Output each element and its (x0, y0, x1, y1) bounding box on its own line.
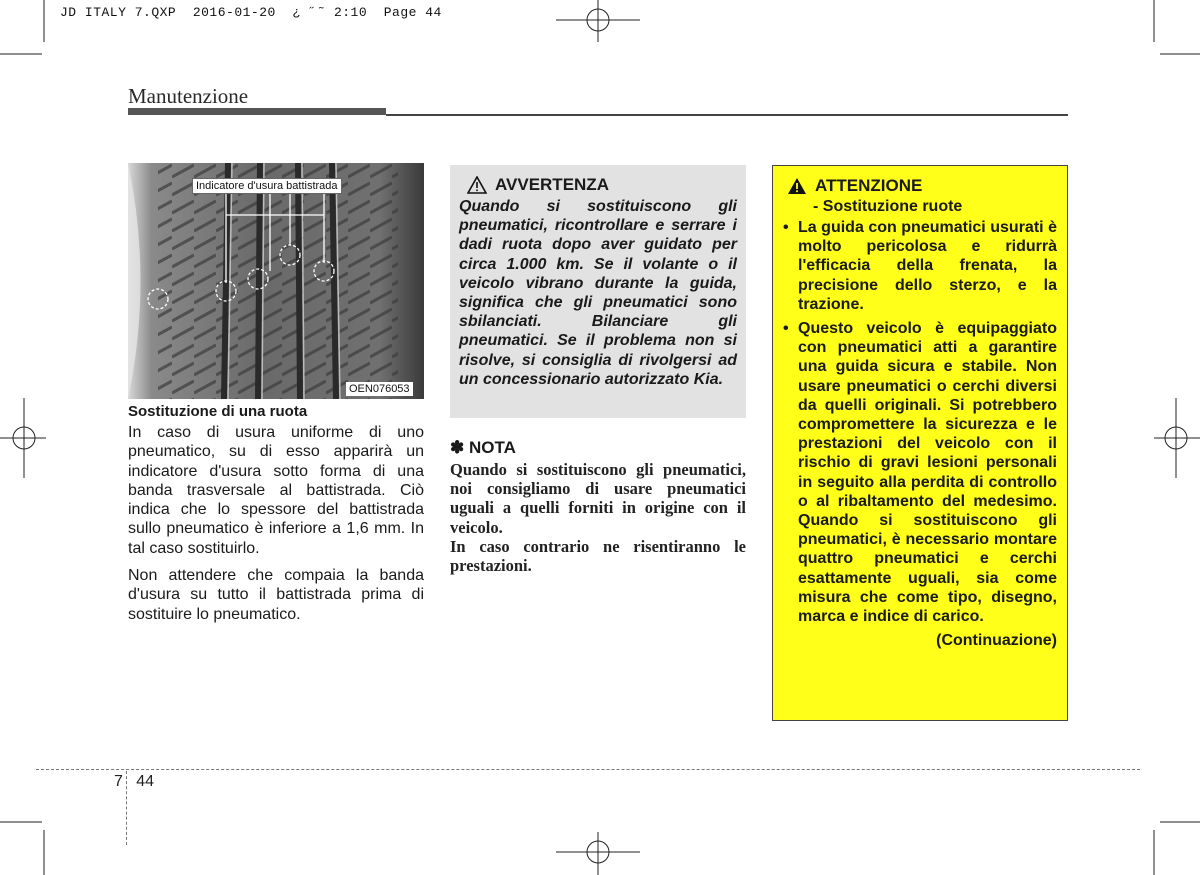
body-paragraph: Non attendere che compaia la banda d'usura su tutto il battistrada prima di sostituire lo pneumatico. (128, 567, 424, 623)
body-paragraph: In caso di usura uniforme di uno pneumatico, su di esso apparirà un indicatore d'usura sotto forma di una banda trasversale al battistrada. Ciò indica che lo spessore del battistrada sullo pneumatico è inferiore a 1,6 mm. In tal caso sostituirlo. (128, 424, 424, 557)
header-rule-thick (128, 108, 386, 115)
note-paragraph: In caso contrario ne risentiranno le prestazioni. (450, 536, 746, 576)
caution-box (772, 165, 1068, 721)
section-title: Manutenzione (128, 84, 249, 108)
chapter-number: 7 (114, 773, 123, 790)
warning-text: Quando si sostituiscono gli pneumatici, ricontrollare e serrare i dadi ruota dopo aver guidato per circa 1.000 km. Se il volante o il veicolo vibrano durante la guida, significa che gli pneumatici sono sbilanciati. Bilanciare gli pneumatici. Se il problema non si risolve, si consiglia di rivolgersi ad un concessionario autorizzato Kia. (459, 198, 737, 388)
footer-dashed-rule (36, 769, 1140, 770)
caution-list (783, 218, 1057, 626)
bullet-mark: • (783, 320, 789, 338)
note-title: ✽ NOTA (450, 438, 516, 457)
page-number (114, 773, 154, 791)
print-slug: JD ITALY 7.QXP 2016-01-20 ¿ ˝˜ 2:10 Page 44 (60, 5, 442, 20)
warning-title: AVVERTENZA (495, 175, 609, 194)
warning-heading (467, 175, 737, 195)
warning-triangle-icon (467, 176, 487, 194)
tire-tread-illustration (128, 163, 424, 399)
caution-item (783, 218, 1057, 314)
section-heading: Sostituzione di una ruota (128, 403, 308, 420)
tread-indicator-callout: Indicatore d'usura battistrada (192, 178, 342, 194)
note-paragraph: Quando si sostituiscono gli pneumatici, noi consigliamo di usare pneumatici uguali a quelli forniti in origine con il veicolo. (450, 460, 746, 537)
bullet-mark: • (783, 219, 789, 236)
caution-heading (787, 176, 1057, 196)
tire-replacement-section (128, 403, 424, 632)
caution-item-text: La guida con pneumatici usurati è molto pericolosa e ridurrà l'efficacia della frenata, la precisione dello sterzo, e la trazione. (798, 219, 1057, 313)
caution-title: ATTENZIONE (815, 176, 923, 195)
page-number-value: 44 (136, 773, 155, 790)
caution-subtitle: - Sostituzione ruote (813, 198, 963, 215)
note-section (450, 438, 746, 575)
header-rule-thin (386, 114, 1068, 116)
caution-item (783, 319, 1057, 626)
continuation-label: (Continuazione) (936, 632, 1057, 650)
caution-triangle-icon (787, 177, 807, 195)
warning-box (450, 165, 746, 418)
caution-item-text: Questo veicolo è equipaggiato con pneumatici atti a garantire una guida sicura e stabile. Non usare pneumatici o cerchi diversi da quelli originali. Si potrebbero compromettere la sicurezza e le prestazioni del veicolo con il rischio di gravi lesioni personali in seguito alla perdita di controllo o al ribaltamento del medesimo. Quando si sostituiscono gli pneumatici, è necessario montare quattro pneumatici e cerchi esattamente uguali, sia come misura che come tipo, disegno, marca e indice di carico. (798, 320, 1057, 626)
figure-code: OEN076053 (346, 382, 413, 396)
